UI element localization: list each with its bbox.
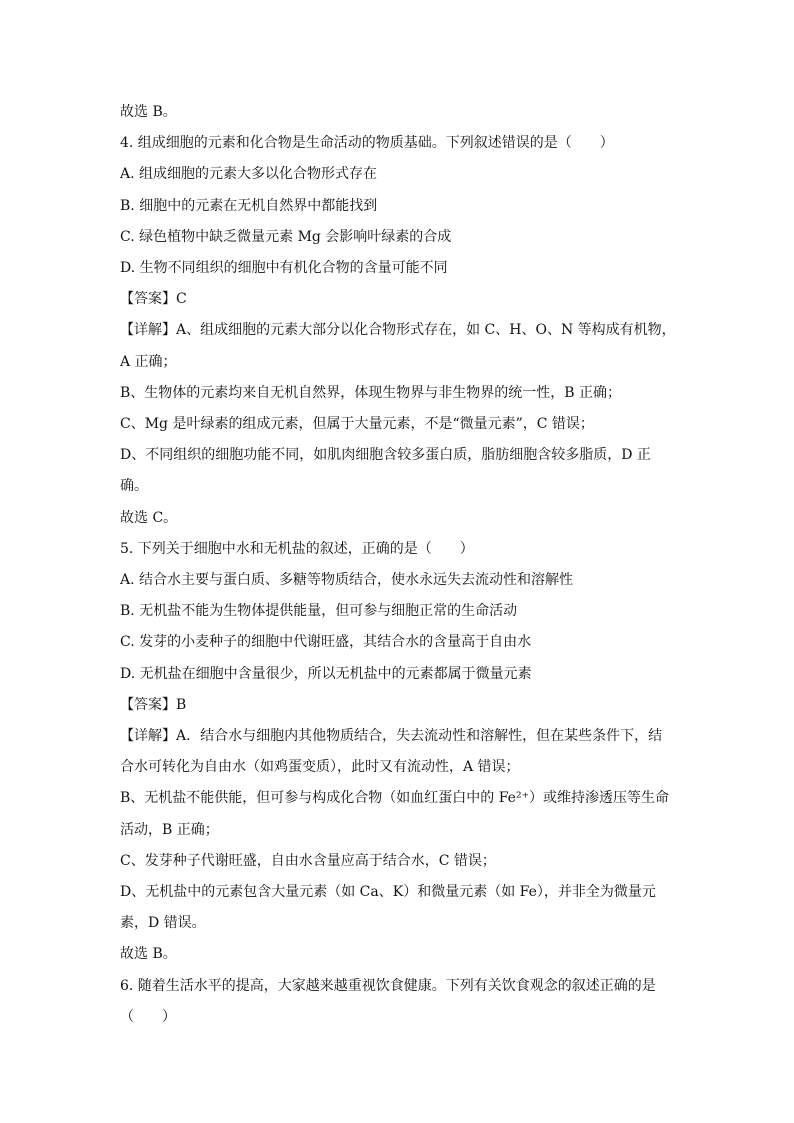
text-line: D、不同组织的细胞功能不同，如肌肉细胞含较多蛋白质，脂肪细胞含较多脂质，D 正 xyxy=(120,447,651,463)
question-4-option-c: C. 绿色植物中缺乏微量元素 Mg 会影响叶绿素的合成 xyxy=(120,229,452,245)
text-line: 确。 xyxy=(120,478,148,494)
question-5-option-a: A. 结合水主要与蛋白质、多糖等物质结合，使水永远失去流动性和溶解性 xyxy=(120,572,574,588)
question-6-stem-continued: （ ） xyxy=(120,1009,176,1025)
question-4-explanation: 【详解】A、组成细胞的元素大部分以化合物形式存在，如 C、H、O、N 等构成有机物， xyxy=(120,322,676,338)
text-line: 故选 B。 xyxy=(120,946,177,962)
text-line: D、无机盐中的元素包含大量元素（如 Ca、K）和微量元素（如 Fe），并非全为微量元 xyxy=(120,884,656,900)
text-line: B、生物体的元素均来自无机自然界，体现生物界与非生物界的统一性，B 正确； xyxy=(120,385,622,401)
text-line: B、无机盐不能供能，但可参与构成化合物（如血红蛋白中的 Fe²⁺）或维持渗透压等生命 xyxy=(120,790,669,806)
text-line: 素，D 错误。 xyxy=(120,915,206,931)
text-line: C、Mg 是叶绿素的组成元素，但属于大量元素，不是“微量元素”，C 错误； xyxy=(120,416,594,432)
text-line: C、发芽种子代谢旺盛，自由水含量应高于结合水，C 错误； xyxy=(120,853,496,869)
text-line: 故选 C。 xyxy=(120,510,178,526)
text-line: 活动，B 正确； xyxy=(120,822,219,838)
text-line: 故选 B。 xyxy=(120,104,177,120)
question-5-stem: 5. 下列关于细胞中水和无机盐的叙述，正确的是（ ） xyxy=(120,541,474,557)
question-4-option-b: B. 细胞中的元素在无机自然界中都能找到 xyxy=(120,198,378,214)
question-5-answer: 【答案】B xyxy=(120,697,187,713)
question-4-answer: 【答案】C xyxy=(120,291,187,307)
question-4-stem: 4. 组成细胞的元素和化合物是生命活动的物质基础。下列叙述错误的是（ ） xyxy=(120,135,614,151)
text-line: A 正确； xyxy=(120,354,177,370)
question-4-option-d: D. 生物不同组织的细胞中有机化合物的含量可能不同 xyxy=(120,260,448,276)
text-line: 合水可转化为自由水（如鸡蛋变质），此时又有流动性，A 错误； xyxy=(120,759,520,775)
question-5-option-d: D. 无机盐在细胞中含量很少，所以无机盐中的元素都属于微量元素 xyxy=(120,666,532,682)
question-5-option-b: B. 无机盐不能为生物体提供能量，但可参与细胞正常的生命活动 xyxy=(120,603,518,619)
question-4-option-a: A. 组成细胞的元素大多以化合物形式存在 xyxy=(120,166,378,182)
question-5-explanation: 【详解】A．结合水与细胞内其他物质结合，失去流动性和溶解性，但在某些条件下，结 xyxy=(120,728,663,744)
question-5-option-c: C. 发芽的小麦种子的细胞中代谢旺盛，其结合水的含量高于自由水 xyxy=(120,634,532,650)
question-6-stem: 6. 随着生活水平的提高，大家越来越重视饮食健康。下列有关饮食观念的叙述正确的是 xyxy=(120,978,656,994)
